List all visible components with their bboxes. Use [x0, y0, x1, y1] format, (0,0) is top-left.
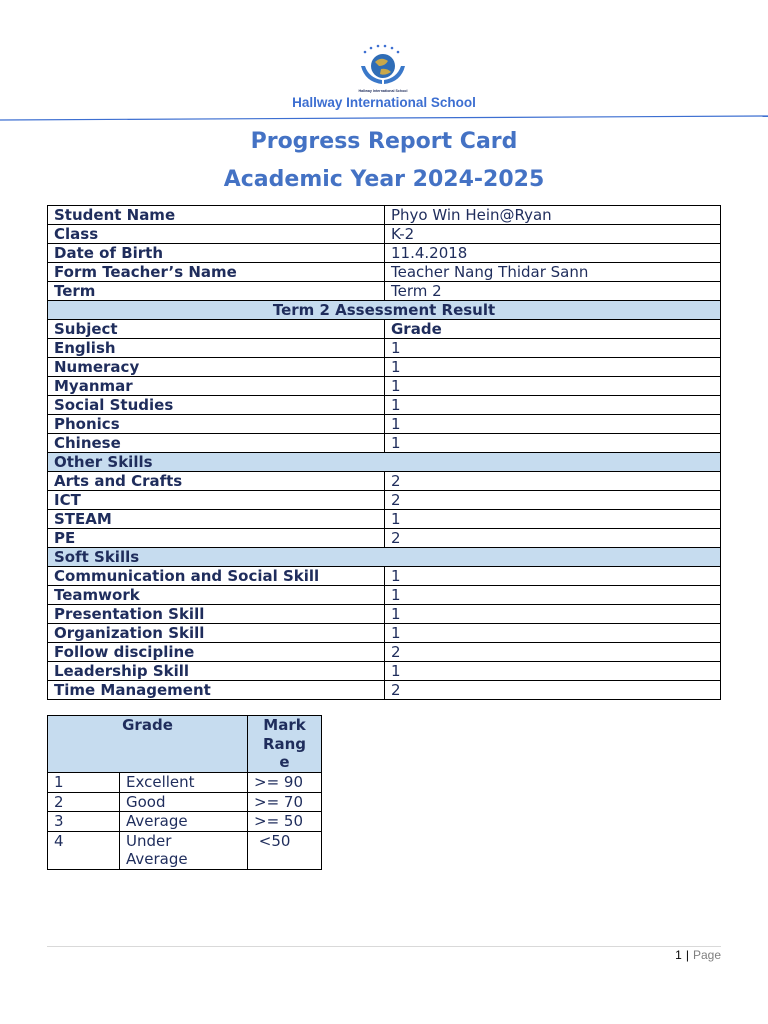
report-table [47, 205, 721, 700]
skill-label: Arts and Crafts [48, 472, 385, 491]
table-row [48, 225, 721, 244]
table-header-row [48, 320, 721, 339]
subject-label: English [48, 339, 385, 358]
table-row [48, 586, 721, 605]
school-name: Hallway International School [292, 95, 476, 110]
legend-description: Excellent [120, 773, 248, 793]
skill-label: STEAM [48, 510, 385, 529]
legend-description-line: Under [126, 831, 172, 850]
subject-grade: 1 [385, 339, 721, 358]
legend-mark-header-line: Mark [263, 716, 306, 734]
subject-grade: 1 [385, 415, 721, 434]
subject-label: Chinese [48, 434, 385, 453]
table-row [48, 206, 721, 225]
dob-value: 11.4.2018 [385, 244, 721, 263]
logo-caption: Hallway International School [358, 89, 408, 93]
table-row [48, 339, 721, 358]
legend-mark-range-header [248, 716, 322, 773]
page-footer [675, 948, 721, 962]
legend-description: Average [120, 812, 248, 832]
legend-description: Good [120, 792, 248, 812]
table-row [48, 643, 721, 662]
legend-description [120, 831, 248, 869]
legend-row [48, 773, 322, 793]
legend-row [48, 831, 322, 869]
term-value: Term 2 [385, 282, 721, 301]
table-row [48, 244, 721, 263]
legend-description-line: Average [126, 850, 188, 868]
skill-grade: 2 [385, 529, 721, 548]
table-row [48, 415, 721, 434]
table-row [48, 377, 721, 396]
header-divider [0, 115, 768, 121]
footer-divider [47, 946, 721, 947]
school-logo [355, 44, 411, 94]
academic-year-title: Academic Year 2024-2025 [223, 167, 545, 192]
legend-mark-header-line: Rang [262, 734, 307, 753]
legend-grade: 4 [48, 831, 120, 869]
subject-grade: 1 [385, 396, 721, 415]
grade-column-header: Grade [385, 320, 721, 339]
legend-grade: 2 [48, 792, 120, 812]
table-row [48, 472, 721, 491]
table-row [48, 358, 721, 377]
soft-skill-grade: 2 [385, 681, 721, 700]
soft-skill-label: Organization Skill [48, 624, 385, 643]
soft-skill-label: Presentation Skill [48, 605, 385, 624]
table-row [48, 529, 721, 548]
subject-grade: 1 [385, 358, 721, 377]
table-row [48, 491, 721, 510]
legend-header-row [48, 716, 322, 773]
soft-skill-grade: 2 [385, 643, 721, 662]
legend-grade-header: Grade [48, 716, 248, 773]
legend-range: <50 [248, 831, 322, 869]
table-row [48, 662, 721, 681]
legend-grade: 3 [48, 812, 120, 832]
table-row [48, 434, 721, 453]
subject-label: Myanmar [48, 377, 385, 396]
term-label: Term [48, 282, 385, 301]
assessment-heading: Term 2 Assessment Result [48, 301, 721, 320]
legend-range: >= 90 [248, 773, 322, 793]
subject-label: Social Studies [48, 396, 385, 415]
skill-grade: 2 [385, 491, 721, 510]
table-row [48, 624, 721, 643]
legend-mark-header-line: e [279, 753, 290, 771]
legend-grade: 1 [48, 773, 120, 793]
soft-skill-label: Leadership Skill [48, 662, 385, 681]
soft-skill-label: Time Management [48, 681, 385, 700]
soft-skill-label: Communication and Social Skill [48, 567, 385, 586]
student-name-value: Phyo Win Hein@Ryan [385, 206, 721, 225]
skill-grade: 1 [385, 510, 721, 529]
footer-separator: | [685, 948, 689, 962]
skill-label: ICT [48, 491, 385, 510]
section-row [48, 453, 721, 472]
teacher-value: Teacher Nang Thidar Sann [385, 263, 721, 282]
subject-label: Phonics [48, 415, 385, 434]
legend-range: >= 50 [248, 812, 322, 832]
class-label: Class [48, 225, 385, 244]
section-row [48, 548, 721, 567]
skill-label: PE [48, 529, 385, 548]
soft-skill-grade: 1 [385, 567, 721, 586]
table-row [48, 282, 721, 301]
table-row [48, 396, 721, 415]
subject-grade: 1 [385, 434, 721, 453]
page-number: 1 [675, 948, 682, 962]
table-row [48, 605, 721, 624]
soft-skill-grade: 1 [385, 624, 721, 643]
table-row [48, 510, 721, 529]
soft-skill-grade: 1 [385, 586, 721, 605]
grade-legend-table [47, 715, 322, 870]
soft-skills-heading: Soft Skills [48, 548, 721, 567]
legend-range: >= 70 [248, 792, 322, 812]
class-value: K-2 [385, 225, 721, 244]
legend-row [48, 792, 322, 812]
teacher-label: Form Teacher’s Name [48, 263, 385, 282]
subject-grade: 1 [385, 377, 721, 396]
student-name-label: Student Name [48, 206, 385, 225]
legend-row [48, 812, 322, 832]
report-title: Progress Report Card [250, 129, 518, 154]
table-row [48, 263, 721, 282]
soft-skill-label: Teamwork [48, 586, 385, 605]
soft-skill-grade: 1 [385, 605, 721, 624]
table-row [48, 681, 721, 700]
soft-skill-grade: 1 [385, 662, 721, 681]
other-skills-heading: Other Skills [48, 453, 721, 472]
subject-label: Numeracy [48, 358, 385, 377]
skill-grade: 2 [385, 472, 721, 491]
subject-column-header: Subject [48, 320, 385, 339]
dob-label: Date of Birth [48, 244, 385, 263]
table-row [48, 567, 721, 586]
page-label: Page [692, 948, 721, 962]
soft-skill-label: Follow discipline [48, 643, 385, 662]
section-row [48, 301, 721, 320]
